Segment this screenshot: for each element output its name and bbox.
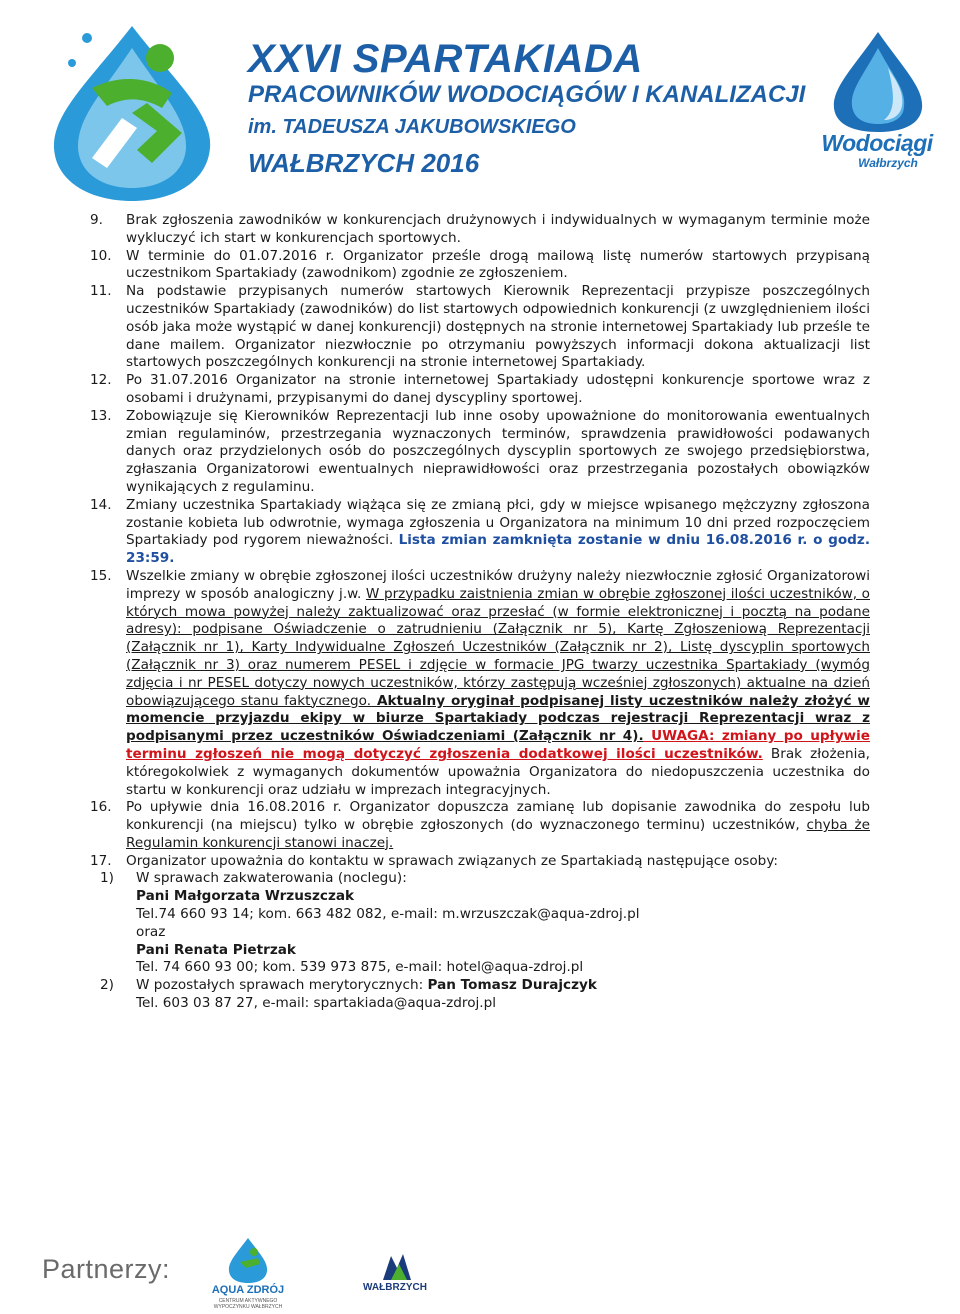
page-header (0, 0, 960, 200)
item-number: 15. (90, 567, 112, 584)
aqua-zdroj-logo (202, 1236, 294, 1312)
aqua-drop-icon (202, 1236, 294, 1284)
runner-water-drop-icon (32, 18, 237, 203)
walbrzych-logo (355, 1250, 435, 1300)
regulations-list (90, 212, 870, 1013)
item-text: Po upływie dnia 16.08.2016 r. Organizator dopuszcza zamianę lub dopisanie zawodnika do zespołu lub konkurencji (na miejscu) tylko w obrębie zgłoszonych (do wyznaczonego terminu) uczestników, (126, 799, 870, 834)
contact-name: Pani Renata Pietrzak (136, 941, 296, 958)
partner-subtitle: CENTRUM AKTYWNEGO WYPOCZYNKU WAŁBRZYCH (213, 1298, 283, 1310)
logo-city-text: Wałbrzych (858, 156, 918, 170)
list-item (90, 568, 870, 799)
list-item (90, 853, 870, 871)
event-title (248, 38, 805, 182)
item-number: 11. (90, 283, 112, 300)
deadline-highlight: Lista zmian zamknięta zostanie w dniu 16.08.2016 r. o godz. 23:59. (126, 532, 870, 567)
item-text: Wszelkie zmiany w obrębie zgłoszonej ilości uczestników drużyny należy niezwłocznie zgłosić Organizatorowi imprezy w sposób analogiczny j.w. (126, 567, 870, 602)
item-number: 12. (90, 372, 112, 389)
item-number: 14. (90, 496, 112, 513)
item-number: 10. (90, 247, 112, 264)
list-item (90, 799, 870, 852)
item-text: Po 31.07.2016 Organizator na stronie internetowej Spartakiady udostępni konkurencje sportowe wraz z osobami i drużynami, przypisanymi do danej dyscypliny sportowej. (126, 372, 870, 406)
item-number: 9. (90, 212, 103, 228)
item-number: 13. (90, 407, 112, 424)
item-text: W terminie do 01.07.2016 r. Organizator prześle drogą mailową listę numerów startowych przypisaną uczestnikom Spartakiady (zawodnikom) zgodnie ze zgłoszeniem. (126, 247, 870, 282)
title-line-2: PRACOWNIKÓW WODOCIĄGÓW I KANALIZACJI (248, 81, 806, 108)
contact-label: W sprawach zakwaterowania (noclegu): (136, 870, 407, 887)
contact-details: Tel.74 660 93 14; kom. 663 482 082, e-mail: m.wrzuszczak@aqua-zdroj.pl (136, 906, 640, 923)
contact-details: Tel. 603 03 87 27, e-mail: spartakiada@aqua-zdroj.pl (136, 995, 497, 1012)
wodociagi-logo (818, 28, 936, 178)
warning-text: UWAGA: zmiany po upływie terminu zgłoszeń nie mogą dotyczyć zgłoszenia dodatkowej ilości uczestników. (126, 728, 870, 762)
partners-label: Partnerzy: (42, 1254, 171, 1284)
contact-number: 1) (100, 870, 114, 887)
contact-details: Tel. 74 660 93 00; kom. 539 973 875, e-mail: hotel@aqua-zdroj.pl (136, 959, 584, 976)
contact-group-1 (90, 870, 870, 888)
item-text: Brak złożenia, któregokolwiek z wymaganych dokumentów upoważnia Organizatora do niedopuszczenia uczestnika do startu w konkurencji oraz udziału w imprezach integracyjnych. (126, 745, 870, 798)
item-text-underlined: W przypadku zaistnienia zmian w obrębie zgłoszonej ilości uczestników, o których mowa powyżej należy zaktualizować oraz przesłać (w formie elektronicznej i pocztą na podane adresy): podpisane Oświadczenie o zatrudnieniu (Załącznik nr 5), Kartę Zgłoszeniową Reprezentacji (Załącznik nr 1), Karty Indywidualne Zgłoszeń Uczestników (Załącznik nr 2), Listę dyscyplin sportowych (Załącznik nr 3) oraz numerem PESEL i zdjęcie w formacie JPG twarzy uczestnika Spartakiady (wymóg zdjęcia i nr PESEL dotyczy nowych uczestników, którzy zastępują wcześniej zgłoszonych) aktualne na dzień obowiązującego stanu faktycznego. (126, 585, 870, 709)
item-text: Organizator upoważnia do kontaktu w sprawach związanych ze Spartakiadą następujące osoby: (126, 852, 778, 869)
partner-name: WAŁBRZYCH (363, 1282, 427, 1293)
title-line-4: WAŁBRZYCH 2016 (248, 148, 480, 178)
city-crest-icon (355, 1250, 435, 1282)
item-number: 16. (90, 799, 112, 816)
list-item (90, 248, 870, 284)
item-text: Na podstawie przypisanych numerów startowych Kierownik Reprezentacji przypisze poszczególnych uczestników Spartakiady (zawodników) do list startowych odpowiednich konkurencji (z uwzględnieniem ilości osób jaka może wystąpić w danej konkurencji) dostępnych na stronie internetowej Spartakiady lub prześle te dane mailem. Organizator niezwłocznie po otrzymaniu powyższych informacji dokona aktualizacji list startowych poszczególnych konkurencji na stronie internetowej Spartakiady. (126, 283, 870, 371)
list-item (90, 497, 870, 568)
item-text-bold-underlined: Aktualny oryginał podpisanej listy uczestników należy złożyć w momencie przyjazdu ekipy w biurze Spartakiady podczas rejestracji Reprezentacji wraz z podpisanymi przez uczestników Oświadczeniami (Załącznik nr 4). (126, 692, 870, 745)
list-item (90, 212, 870, 248)
title-line-3: im. TADEUSZA JAKUBOWSKIEGO (248, 116, 576, 138)
item-text: Zobowiązuje się Kierowników Reprezentacji lub inne osoby upoważnione do monitorowania ewentualnych zmian regulaminów, przestrzegania wyznaczonych terminów, sprawdzenia prawidłowości podawanych danych oraz przydzielonych osób do poszczególnych dyscyplin sportowych ze swojego przedsiębiorstwa, zgłaszania Organizatorowi ewentualnych nieprawidłowości oraz przestrzegania pozostałych obowiązków wynikających z regulaminu. (126, 407, 870, 495)
list-item (90, 408, 870, 497)
item-text: Brak zgłoszenia zawodników w konkurencjach drużynowych i indywidualnych w wymaganym terminie może wykluczyć ich start w konkurencjach sportowych. (126, 212, 870, 246)
list-item (90, 283, 870, 372)
item-number: 17. (90, 852, 112, 869)
item-text-underlined: chyba że Regulamin konkurencji stanowi inaczej. (126, 817, 870, 851)
contact-number: 2) (100, 977, 114, 994)
partner-name: AQUA ZDRÓJ (211, 1284, 285, 1296)
contact-name: Pani Małgorzata Wrzuszczak (136, 888, 355, 905)
item-text: Zmiany uczestnika Spartakiady wiążąca się ze zmianą płci, gdy w miejsce wpisanego mężczyzny zgłoszona zostanie kobieta lub odwrotnie, wymaga zgłoszenia u Organizatora na minimum 10 dni przed rozpoczęciem Spartakiady pod rygorem nieważności. (126, 496, 870, 549)
contact-group-2 (90, 977, 870, 995)
logo-brand-text: Wodociągi (821, 130, 933, 156)
contact-conjunction: oraz (136, 923, 166, 940)
contact-name: Pan Tomasz Durajczyk (427, 977, 597, 994)
list-item (90, 372, 870, 408)
contact-label: W pozostałych sprawach merytorycznych: (136, 977, 428, 994)
water-drop-icon (818, 28, 936, 133)
title-line-1: XXVI SPARTAKIADA (248, 37, 643, 81)
